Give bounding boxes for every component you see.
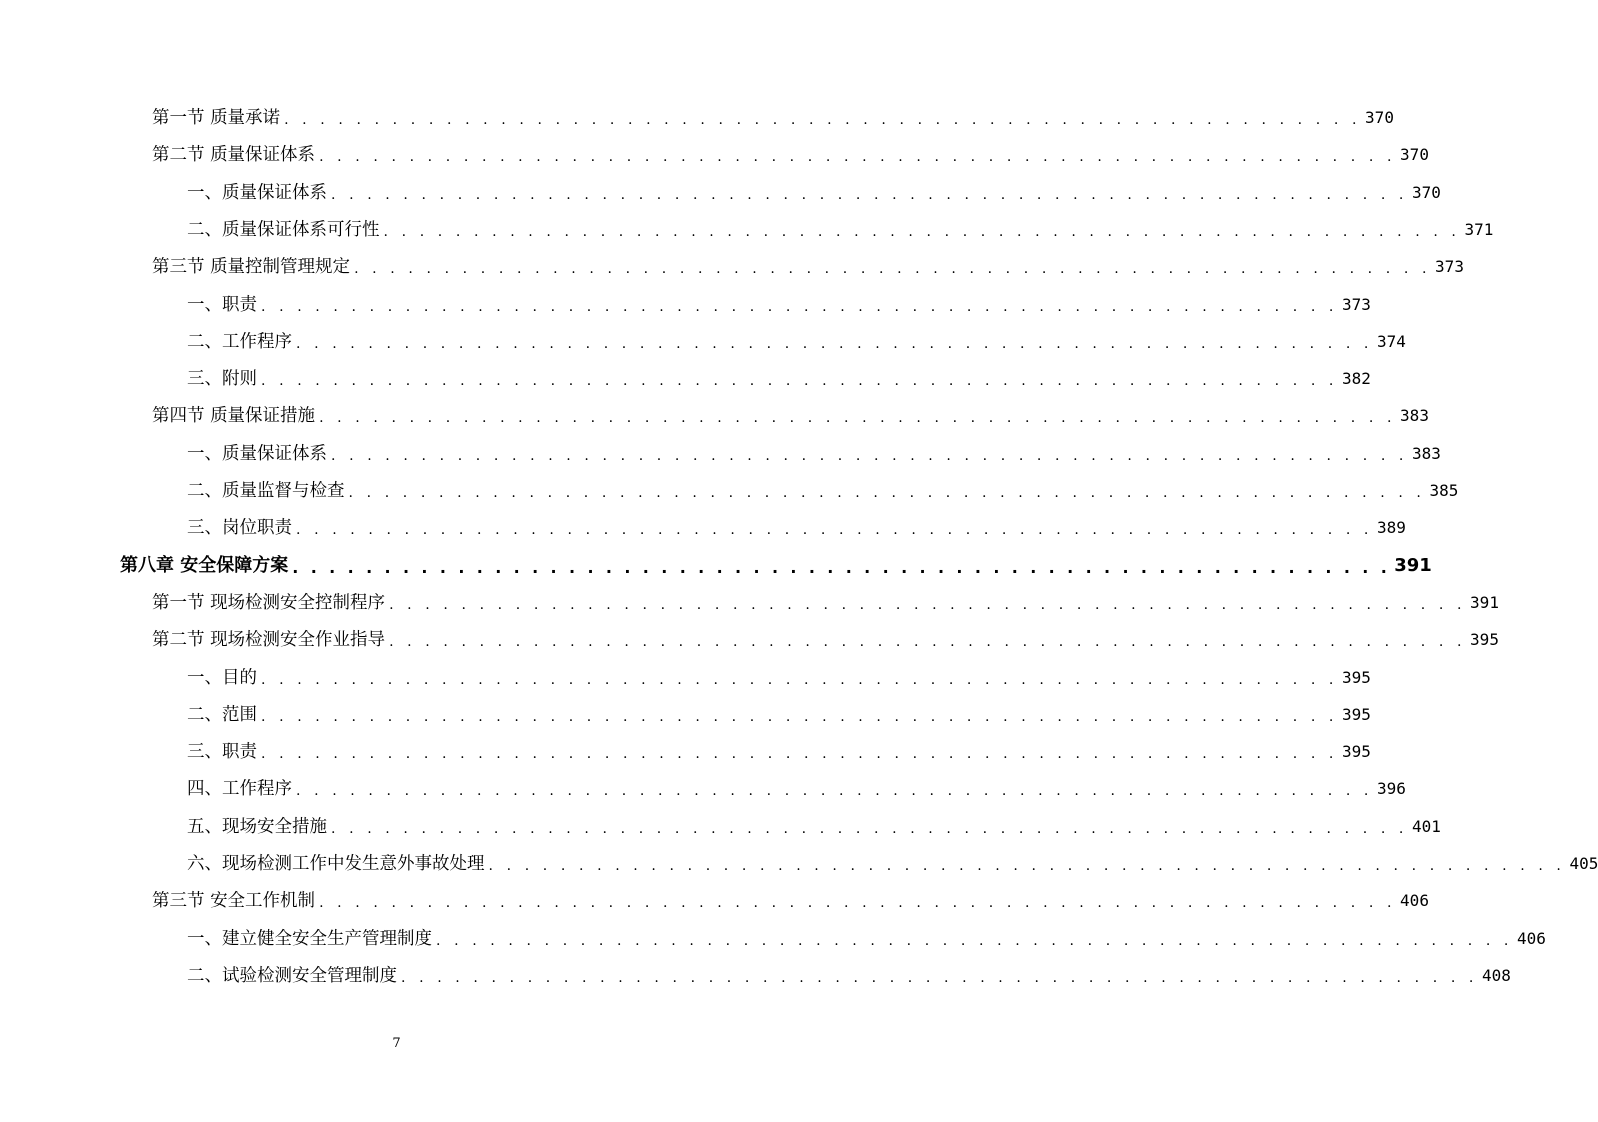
toc-subsection-entry[interactable]	[187, 738, 1371, 766]
toc-entry-title: 第三节 安全工作机制	[152, 891, 316, 912]
toc-entry-page: 395	[1341, 742, 1371, 762]
toc-subsection-entry[interactable]	[187, 813, 1441, 841]
toc-dot-leader: . . . . . . . . . . . . . . . . . . . . . . . . . . . . . . . . . . . . . . . . . . . . . . . . . . . . . . . . . . . .	[319, 895, 1397, 912]
toc-entry-title: 一、职责	[187, 294, 257, 315]
toc-dot-leader: . . . . . . . . . . . . . . . . . . . . . . . . . . . . . . . . . . . . . . . . . . . . . . . . . . . . . . . . . . . .	[296, 335, 1373, 352]
toc-entry-title: 二、工作程序	[187, 331, 292, 352]
toc-entry-page: 383	[1411, 443, 1441, 463]
toc-dot-leader: . . . . . . . . . . . . . . . . . . . . . . . . . . . . . . . . . . . . . . . . . . . . . . . . . . . . . . . . . . . .	[383, 223, 1461, 240]
toc-entry-page: 370	[1365, 108, 1394, 127]
toc-entry-page: 389	[1376, 518, 1406, 538]
toc-subsection-entry[interactable]	[187, 514, 1406, 542]
toc-entry-title: 二、范围	[187, 704, 257, 725]
toc-dot-leader: . . . . . . . . . . . . . . . . . . . . . . . . . . . . . . . . . . . . . . . . . . . . . . . . . . . . . . . . . . . .	[331, 820, 1408, 837]
toc-entry-title: 三、岗位职责	[187, 518, 292, 539]
toc-entry-title: 第二节 质量保证体系	[152, 145, 316, 166]
toc-entry-title: 四、工作程序	[187, 779, 292, 800]
toc-dot-leader: . . . . . . . . . . . . . . . . . . . . . . . . . . . . . . . . . . . . . . . . . . . . . . . . . . . . . . . . . . . .	[389, 634, 1467, 651]
toc-entry-page: 373	[1435, 257, 1464, 277]
toc-chapter-entry[interactable]	[120, 552, 1432, 580]
toc-dot-leader: . . . . . . . . . . . . . . . . . . . . . . . . . . . . . . . . . . . . . . . . . . . . . . . . . . . . . . . . . . . .	[389, 596, 1467, 613]
toc-subsection-entry[interactable]	[187, 701, 1371, 729]
toc-dot-leader: . . . . . . . . . . . . . . . . . . . . . . . . . . . . . . . . . . . . . . . . . . . . . . . . . . . . . . . . . . . .	[261, 373, 1338, 390]
toc-dot-leader: . . . . . . . . . . . . . . . . . . . . . . . . . . . . . . . . . . . . . . . . . . . . . . . . . . . . . . . . . . . .	[331, 186, 1408, 203]
toc-entry-page: 408	[1481, 965, 1511, 985]
toc-entry-title: 一、质量保证体系	[187, 182, 327, 203]
toc-entry-page: 370	[1400, 145, 1429, 165]
toc-section-entry[interactable]	[152, 253, 1464, 281]
toc-section-entry[interactable]	[152, 887, 1429, 915]
toc-entry-page: 401	[1411, 816, 1441, 836]
toc-dot-leader: . . . . . . . . . . . . . . . . . . . . . . . . . . . . . . . . . . . . . . . . . . . . . . . . . . . . . . . . . . . .	[284, 112, 1362, 128]
toc-entry-title: 第一节 现场检测安全控制程序	[152, 592, 386, 613]
toc-entry-title: 一、建立健全安全生产管理制度	[187, 928, 432, 949]
toc-entry-page: 391	[1394, 554, 1432, 576]
toc-entry-title: 五、现场安全措施	[187, 816, 327, 837]
page-number: 7	[392, 1036, 401, 1051]
toc-subsection-entry[interactable]	[187, 291, 1371, 319]
toc-dot-leader: . . . . . . . . . . . . . . . . . . . . . . . . . . . . . . . . . . . . . . . . . . . . . . . . . . . . . . . . . . . .	[319, 410, 1397, 427]
toc-subsection-entry[interactable]	[187, 775, 1406, 803]
toc-dot-leader: . . . . . . . . . . . . . . . . . . . . . . . . . . . . . . . . . . . . . . . . . . . . . . . . . . . . . . . . . . . .	[401, 969, 1478, 986]
toc-subsection-entry[interactable]	[187, 477, 1459, 505]
toc-entry-page: 374	[1376, 331, 1406, 351]
toc-entry-title: 三、职责	[187, 742, 257, 763]
toc-dot-leader: . . . . . . . . . . . . . . . . . . . . . . . . . . . . . . . . . . . . . . . . . . . . . . . . . . . . . . . . . . . .	[292, 557, 1391, 577]
toc-section-entry[interactable]	[152, 626, 1499, 654]
toc-dot-leader: . . . . . . . . . . . . . . . . . . . . . . . . . . . . . . . . . . . . . . . . . . . . . . . . . . . . . . . . . . . .	[331, 447, 1408, 464]
toc-entry-page: 370	[1411, 182, 1441, 202]
toc-section-entry[interactable]	[152, 141, 1429, 169]
toc-entry-page: 406	[1516, 928, 1546, 948]
toc-dot-leader: . . . . . . . . . . . . . . . . . . . . . . . . . . . . . . . . . . . . . . . . . . . . . . . . . . . . . . . . . . . .	[348, 485, 1426, 501]
toc-entry-title: 三、附则	[187, 369, 257, 390]
toc-subsection-entry[interactable]	[187, 962, 1511, 990]
toc-entry-title: 六、现场检测工作中发生意外事故处理	[187, 854, 485, 874]
toc-entry-title: 一、质量保证体系	[187, 443, 327, 464]
toc-entry-title: 第八章 安全保障方案	[120, 554, 289, 576]
toc-entry-page: 383	[1400, 406, 1429, 426]
toc-subsection-entry[interactable]	[187, 440, 1441, 468]
toc-entry-page: 406	[1400, 891, 1429, 911]
toc-entry-title: 一、目的	[187, 667, 257, 688]
toc-entry-title: 第一节 质量承诺	[152, 108, 281, 128]
toc-subsection-entry[interactable]	[187, 850, 1598, 878]
toc-entry-page: 395	[1341, 667, 1371, 687]
toc-dot-leader: . . . . . . . . . . . . . . . . . . . . . . . . . . . . . . . . . . . . . . . . . . . . . . . . . . . . . . . . . . . .	[436, 932, 1513, 949]
toc-dot-leader: . . . . . . . . . . . . . . . . . . . . . . . . . . . . . . . . . . . . . . . . . . . . . . . . . . . . . . . . . . . .	[296, 783, 1373, 800]
toc-entry-page: 373	[1341, 294, 1371, 314]
toc-entry-title: 二、试验检测安全管理制度	[187, 965, 397, 986]
toc-dot-leader: . . . . . . . . . . . . . . . . . . . . . . . . . . . . . . . . . . . . . . . . . . . . . . . . . . . . . . . . . . . .	[488, 858, 1566, 874]
toc-entry-title: 第二节 现场检测安全作业指导	[152, 630, 386, 651]
toc-entry-title: 二、质量保证体系可行性	[187, 219, 380, 240]
toc-entry-page: 405	[1569, 854, 1598, 873]
toc-entry-title: 第四节 质量保证措施	[152, 406, 316, 427]
toc-subsection-entry[interactable]	[187, 179, 1441, 207]
toc-dot-leader: . . . . . . . . . . . . . . . . . . . . . . . . . . . . . . . . . . . . . . . . . . . . . . . . . . . . . . . . . . . .	[261, 746, 1338, 763]
toc-entry-title: 第三节 质量控制管理规定	[152, 257, 351, 278]
toc-entry-title: 二、质量监督与检查	[187, 481, 345, 501]
toc-subsection-entry[interactable]	[187, 664, 1371, 692]
toc-dot-leader: . . . . . . . . . . . . . . . . . . . . . . . . . . . . . . . . . . . . . . . . . . . . . . . . . . . . . . . . . . . .	[261, 708, 1338, 725]
toc-subsection-entry[interactable]	[187, 328, 1406, 356]
toc-section-entry[interactable]	[152, 589, 1499, 617]
toc-dot-leader: . . . . . . . . . . . . . . . . . . . . . . . . . . . . . . . . . . . . . . . . . . . . . . . . . . . . . . . . . . . .	[261, 298, 1338, 315]
toc-entry-page: 382	[1341, 369, 1371, 389]
toc-dot-leader: . . . . . . . . . . . . . . . . . . . . . . . . . . . . . . . . . . . . . . . . . . . . . . . . . . . . . . . . . . . .	[296, 522, 1373, 539]
toc-section-entry[interactable]	[152, 402, 1429, 430]
toc-entry-page: 371	[1464, 219, 1494, 239]
toc-dot-leader: . . . . . . . . . . . . . . . . . . . . . . . . . . . . . . . . . . . . . . . . . . . . . . . . . . . . . . . . . . . .	[354, 261, 1432, 278]
toc-subsection-entry[interactable]	[187, 925, 1546, 953]
toc-dot-leader: . . . . . . . . . . . . . . . . . . . . . . . . . . . . . . . . . . . . . . . . . . . . . . . . . . . . . . . . . . . .	[319, 149, 1397, 166]
toc-subsection-entry[interactable]	[187, 365, 1371, 393]
toc-entry-page: 395	[1341, 704, 1371, 724]
toc-section-entry[interactable]	[152, 104, 1394, 132]
toc-entry-page: 391	[1470, 592, 1499, 612]
toc-subsection-entry[interactable]	[187, 216, 1494, 244]
toc-entry-page: 385	[1429, 481, 1459, 500]
toc-dot-leader: . . . . . . . . . . . . . . . . . . . . . . . . . . . . . . . . . . . . . . . . . . . . . . . . . . . . . . . . . . . .	[261, 671, 1338, 688]
toc-entry-page: 395	[1470, 630, 1499, 650]
toc-entry-page: 396	[1376, 779, 1406, 799]
